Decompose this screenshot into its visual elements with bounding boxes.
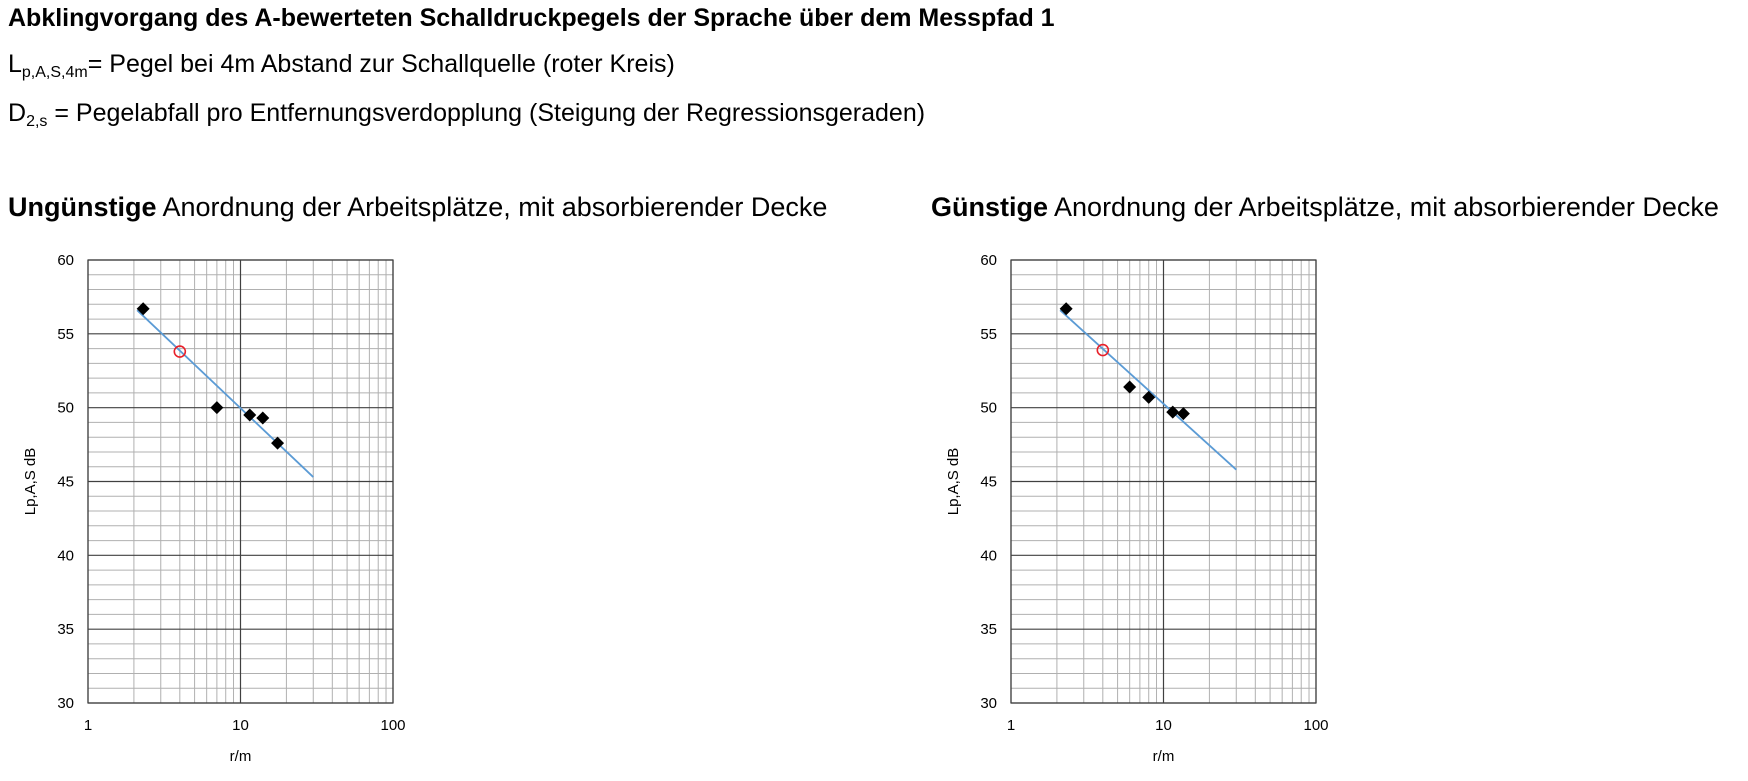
- definition-symbol: L: [8, 50, 22, 78]
- y-tick-label: 30: [57, 695, 74, 712]
- y-tick-label: 60: [57, 252, 74, 269]
- y-tick-label: 45: [980, 473, 997, 491]
- x-tick-label: 1: [83, 717, 93, 734]
- panel-heading-unfavourable: [8, 192, 827, 223]
- page-title: Abklingvorgang des A-bewerteten Schalldruckpegels der Sprache über dem Messpfad 1: [8, 4, 1055, 32]
- y-tick-label: 55: [980, 325, 997, 343]
- chart-unfavourable: [0, 240, 440, 770]
- y-tick-label: 35: [980, 621, 997, 639]
- chart-favourable: [923, 240, 1363, 770]
- definition-subscript: 2,s: [26, 113, 48, 130]
- x-tick-label: 10: [232, 717, 249, 734]
- y-tick-label: 60: [980, 252, 997, 269]
- y-axis-label: Lp,A,S dB: [945, 447, 962, 516]
- definition-text: = Pegelabfall pro Entfernungsverdopplung (Steigung der Regressionsgeraden): [47, 99, 926, 127]
- x-axis-label: r/m: [229, 748, 252, 765]
- y-tick-label: 50: [980, 399, 997, 417]
- panel-heading-rest: Anordnung der Arbeitsplätze, mit absorbierender Decke: [156, 192, 828, 222]
- y-tick-label: 40: [57, 547, 74, 565]
- x-tick-label: 1: [1006, 717, 1016, 734]
- definition-slope: [8, 99, 925, 131]
- y-tick-label: 55: [57, 325, 74, 343]
- y-tick-label: 45: [57, 473, 74, 491]
- definition-subscript: p,A,S,4m: [21, 64, 88, 81]
- definition-text: = Pegel bei 4m Abstand zur Schallquelle (roter Kreis): [87, 50, 675, 78]
- y-tick-label: 40: [980, 547, 997, 565]
- definition-symbol: D: [8, 99, 27, 127]
- panel-heading-bold: Günstige: [931, 192, 1049, 222]
- panel-heading-favourable: [931, 192, 1719, 223]
- panel-heading-rest: Anordnung der Arbeitsplätze, mit absorbierender Decke: [1048, 192, 1719, 222]
- x-tick-label: 100: [1303, 717, 1329, 734]
- x-axis-label: r/m: [1152, 748, 1175, 765]
- y-tick-label: 30: [980, 695, 997, 712]
- y-tick-label: 35: [57, 621, 74, 639]
- x-tick-label: 100: [380, 717, 406, 734]
- panel-heading-bold: Ungünstige: [8, 192, 157, 222]
- x-tick-label: 10: [1155, 717, 1172, 734]
- definition-level: [8, 50, 675, 82]
- y-tick-label: 50: [57, 399, 74, 417]
- y-axis-label: Lp,A,S dB: [22, 447, 39, 516]
